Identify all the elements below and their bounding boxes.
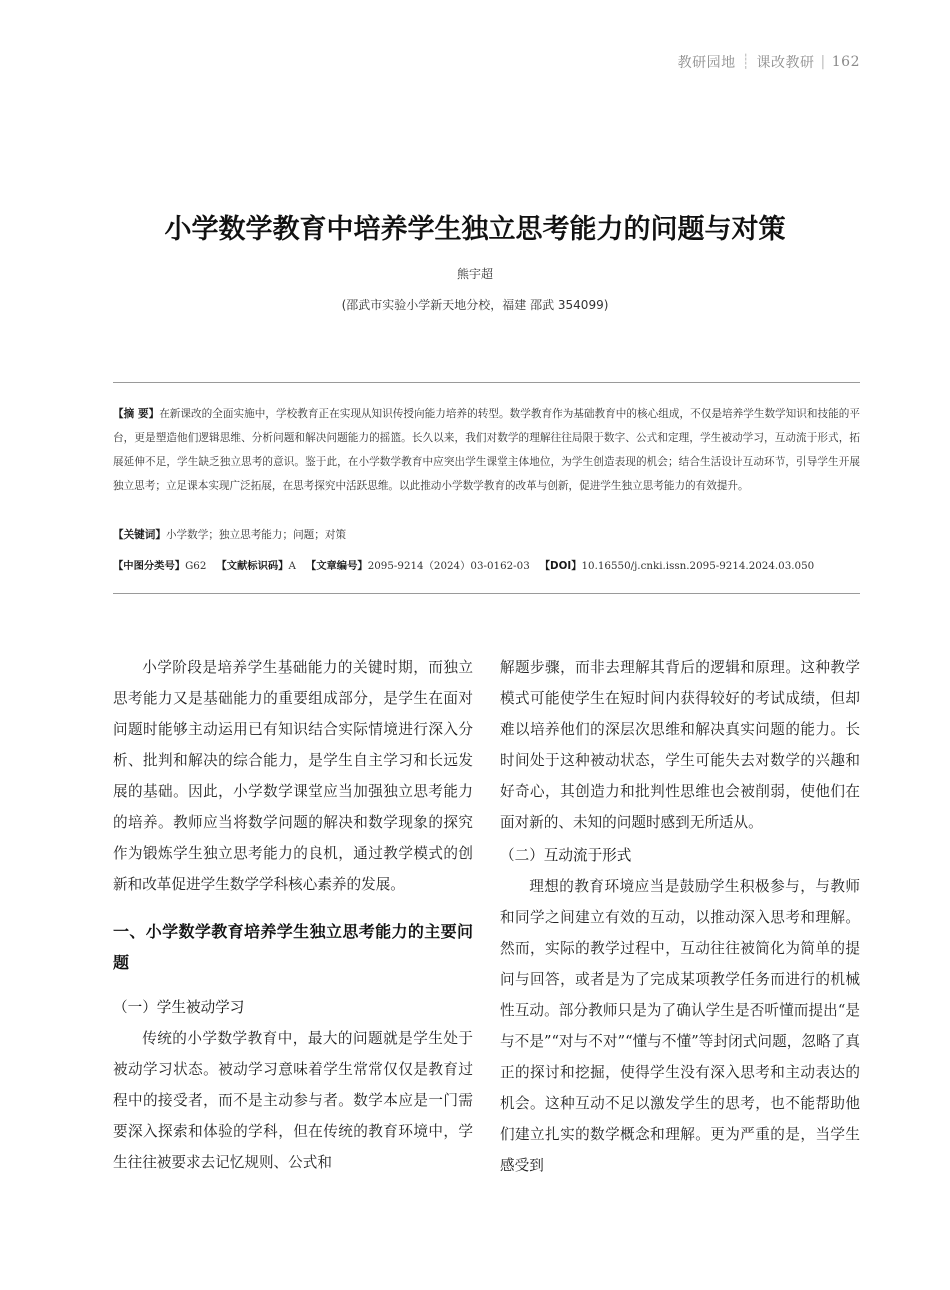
article-author: 熊宇超 [456,267,493,281]
keywords [113,527,860,542]
subsection-heading-2: （二）互动流于形式 [500,847,632,864]
subsection-1-paragraph-continued: 解题步骤，而非去理解其背后的逻辑和原理。这种教学模式可能使学生在短时间内获得较好的考试成绩，但却难以培养他们的深层次思维和解决真实问题的能力。长时间处于这种被动状态，学生可能失去对数学的兴趣和好奇心，其创造力和批判性思维也会被削弱，使他们在面对新的、未知的问题时感到无所适从。 [500,659,860,831]
doc-code-value: A [288,560,296,572]
doi-label: 【DOI】 [539,560,582,572]
doc-code-label: 【文献标识码】 [216,560,289,572]
abstract-text: 在新课改的全面实施中，学校教育正在实现从知识传授向能力培养的转型。数学教育作为基础教育中的核心组成，不仅是培养学生数学知识和技能的平台，更是塑造他们逻辑思维、分析问题和解决问题能力的摇篮。长久以来，我们对数学的理解往往局限于数字、公式和定理，学生被动学习，互动流于形式，拓展延伸不足，学生缺乏独立思考的意识。鉴于此，在小学数学教育中应突出学生课堂主体地位，为学生创造表现的机会；结合生活设计互动环节，引导学生开展独立思考；立足课本实现广泛拓展，在思考探究中活跃思维。以此推动小学数学教育的改革与创新，促进学生独立思考能力的有效提升。 [113,408,860,492]
keywords-label: 【关键词】 [113,529,166,541]
author-affiliation: (邵武市实验小学新天地分校，福建 邵武 354099) [341,298,609,312]
subsection-heading-1: （一）学生被动学习 [113,999,245,1016]
body-column-left [113,652,473,1178]
subsection-2-paragraph: 理想的教育环境应当是鼓励学生积极参与，与教师和同学之间建立有效的互动，以推动深入思考和理解。然而，实际的教学过程中，互动往往被简化为简单的提问与回答，或者是为了完成某项教学任务而进行的机械性互动。部分教师只是为了确认学生是否听懂而提出“是与不是”“对与不对”“懂与不懂”等封闭式问题，忽略了真正的探讨和挖掘，使得学生没有深入思考和主动表达的机会。这种互动不足以激发学生的思考，也不能帮助他们建立扎实的数学概念和理解。更为严重的是，当学生感受到 [500,878,860,1174]
header-divider: | [820,54,826,70]
doi-value: 10.16550/j.cnki.issn.2095-9214.2024.03.050 [581,560,815,572]
intro-paragraph: 小学阶段是培养学生基础能力的关键时期，而独立思考能力又是基础能力的重要组成部分，是学生在面对问题时能够主动运用已有知识结合实际情境进行深入分析、批判和解决的综合能力，是学生自主学习和长远发展的基础。因此，小学数学课堂应当加强独立思考能力的培养。教师应当将数学问题的解决和数学现象的探究作为锻炼学生独立思考能力的良机，通过教学模式的创新和改革促进学生数学学科核心素养的发展。 [113,659,473,893]
clc-value: G62 [185,560,207,572]
article-no-label: 【文章编号】 [305,560,368,572]
article-metadata [113,557,873,572]
keywords-text: 小学数学；独立思考能力；问题；对策 [165,529,347,541]
page-number: 162 [831,54,860,70]
header-separator: ┊ [741,54,751,70]
running-header [678,52,860,72]
section-heading-1: 一、小学数学教育培养学生独立思考能力的主要问题 [113,922,473,972]
subsection-1-paragraph: 传统的小学数学教育中，最大的问题就是学生处于被动学习状态。被动学习意味着学生常常仅仅是教育过程中的接受者，而不是主动参与者。数学本应是一门需要深入探索和体验的学科，但在传统的教育环境中，学生往往被要求去记忆规则、公式和 [113,1030,473,1171]
abstract-label: 【摘 要】 [113,408,160,420]
header-section: 教研园地 [677,55,736,71]
abstract-top-rule [113,382,860,383]
article-no-value: 2095-9214（2024）03-0162-03 [367,560,530,572]
article-title: 小学数学教育中培养学生独立思考能力的问题与对策 [164,214,786,245]
abstract [113,402,860,498]
body-column-right [500,652,860,1181]
clc-label: 【中图分类号】 [113,560,186,572]
header-subsection: 课改教研 [756,55,815,71]
abstract-bottom-rule [113,593,860,594]
